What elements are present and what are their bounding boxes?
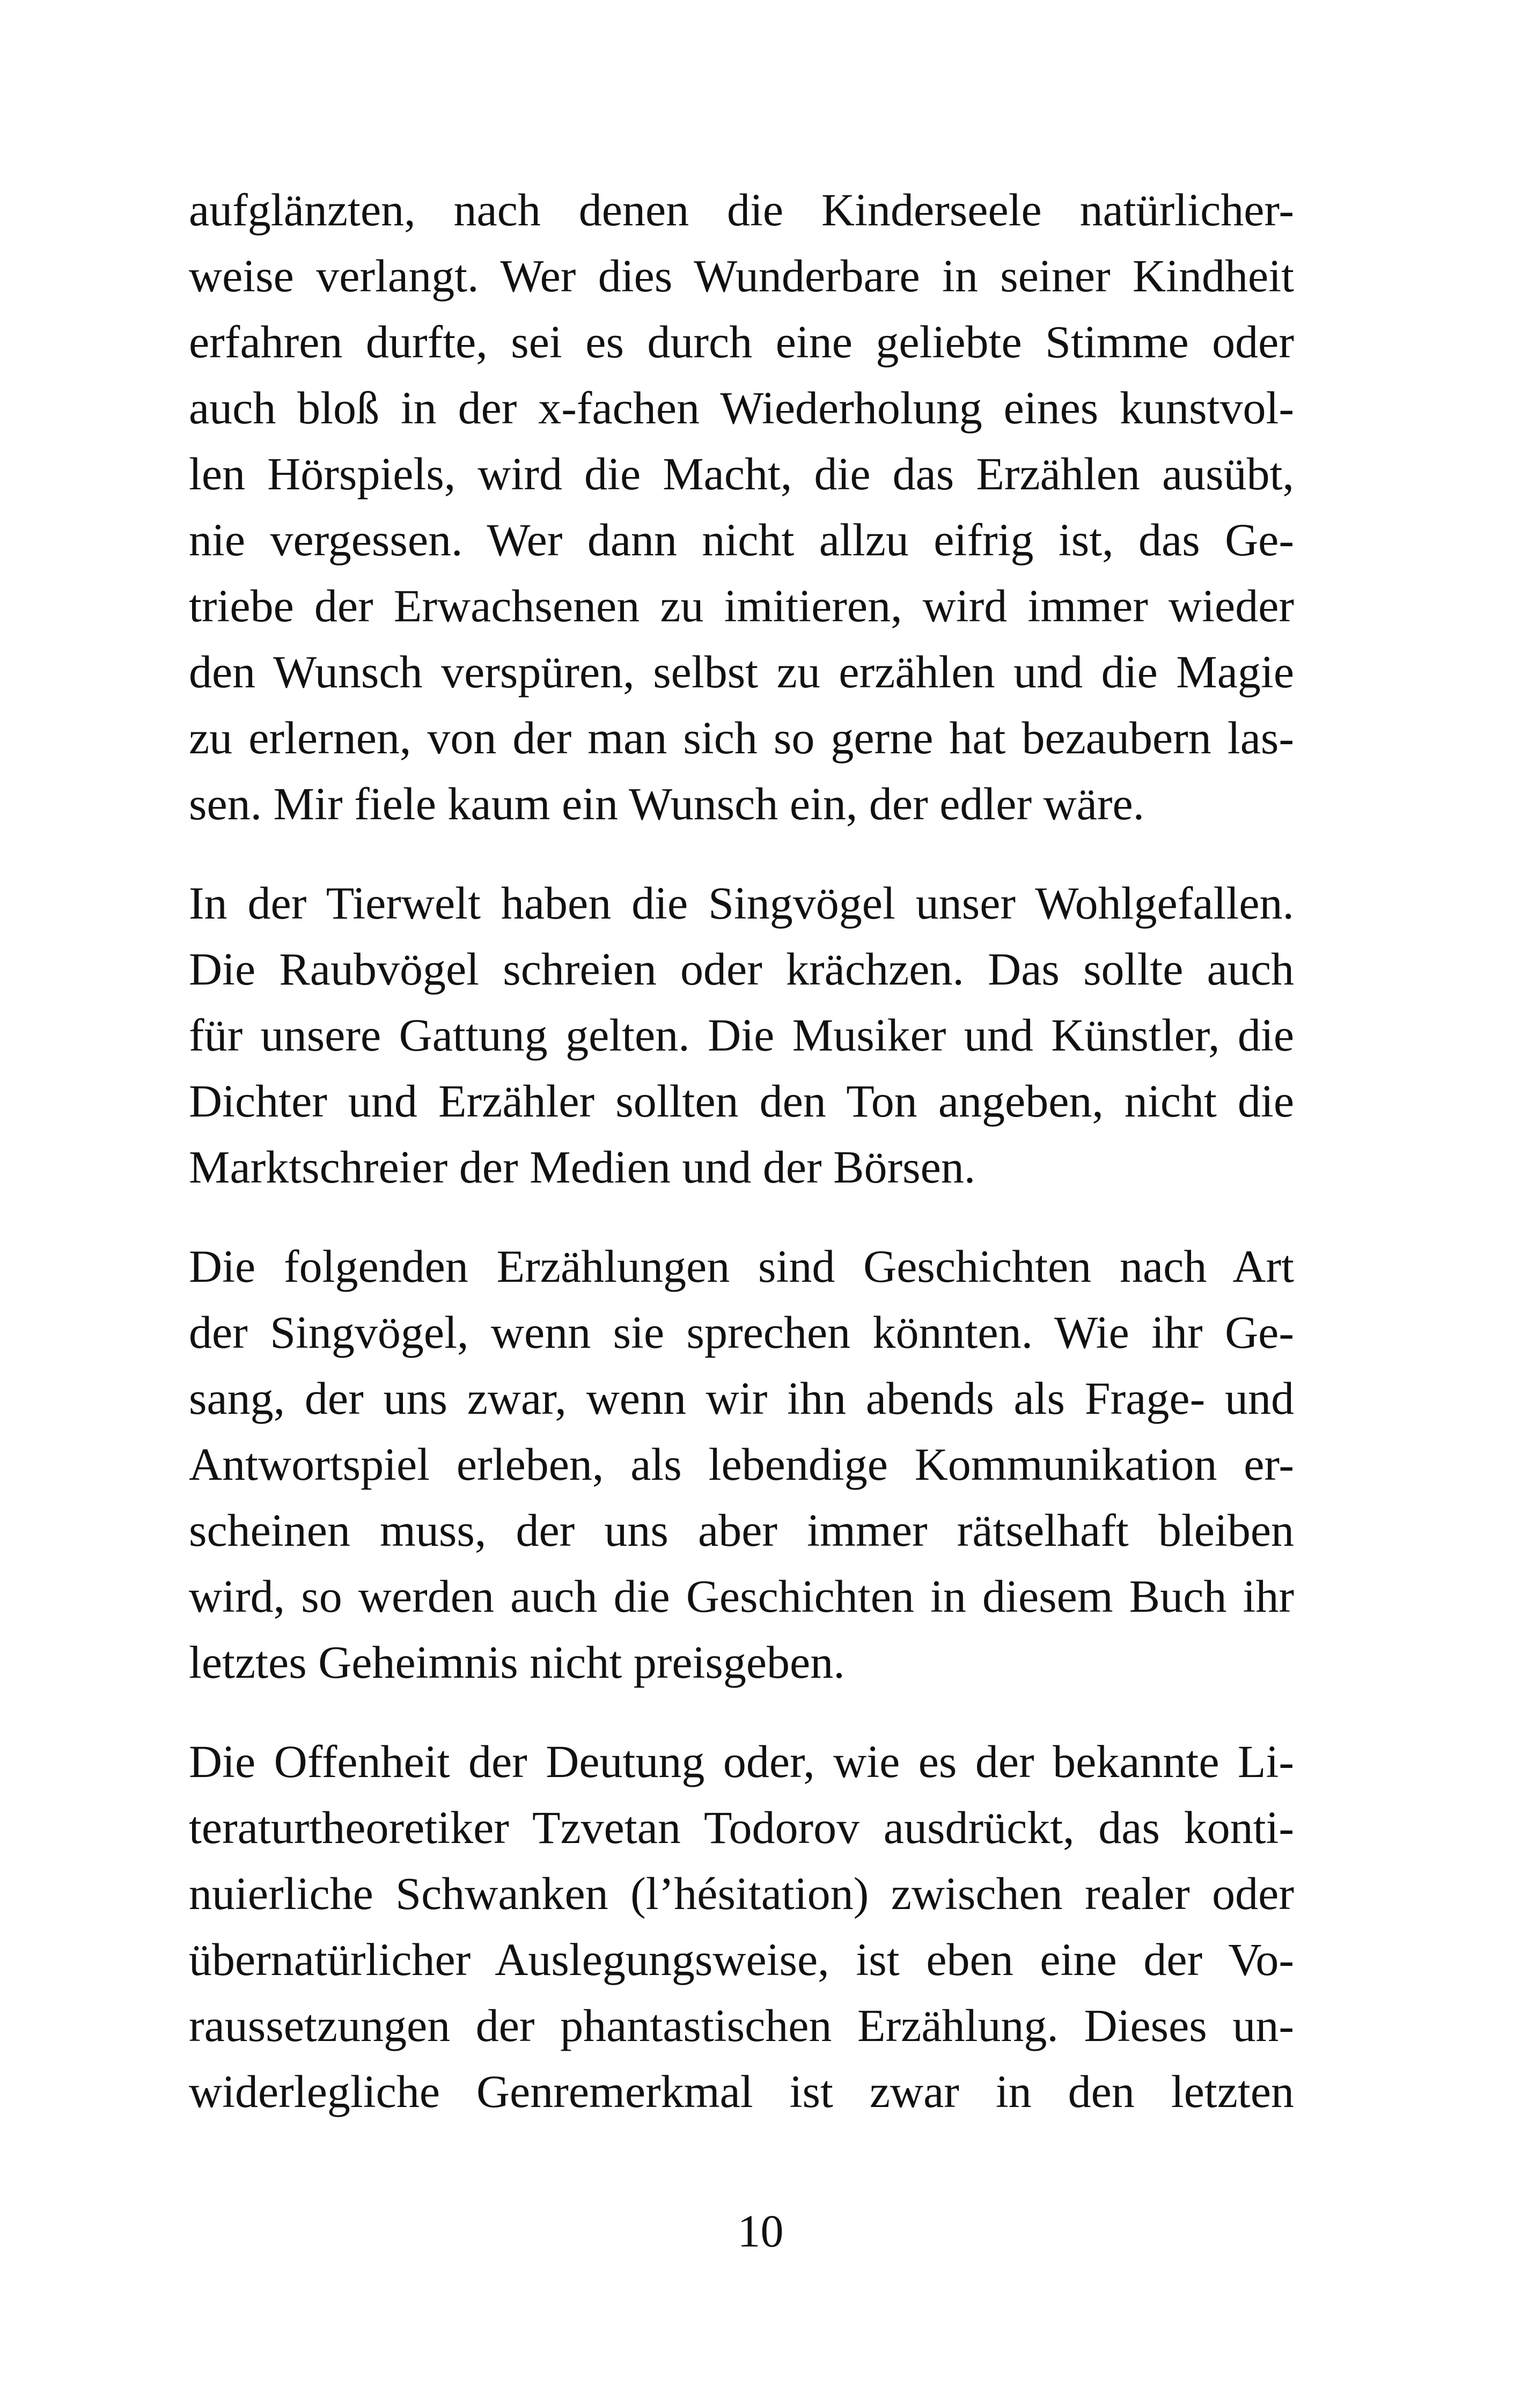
text-line: teraturtheoretiker Tzvetan Todorov ausdrückt, das konti- [189, 1802, 1294, 1853]
text-line: nie vergessen. Wer dann nicht allzu eifrig ist, das Ge- [189, 514, 1294, 566]
text-line: Die folgenden Erzählungen sind Geschichten nach Art [189, 1240, 1294, 1292]
text-line: In der Tierwelt haben die Singvögel unser Wohlgefallen. [189, 877, 1294, 929]
page-number: 10 [737, 2205, 784, 2257]
text-line: weise verlangt. Wer dies Wunderbare in seiner Kindheit [189, 250, 1294, 302]
text-line: Die Offenheit der Deutung oder, wie es der bekannte Li- [189, 1736, 1294, 1787]
text-line: zu erlernen, von der man sich so gerne hat bezaubern las- [189, 712, 1294, 763]
text-line: sang, der uns zwar, wenn wir ihn abends als Frage- und [189, 1372, 1294, 1424]
text-line: aufglänzten, nach denen die Kinderseele natürlicher- [189, 184, 1294, 236]
paragraph-1 [189, 177, 1294, 837]
text-line: den Wunsch verspüren, selbst zu erzählen und die Magie [189, 646, 1294, 698]
text-line: len Hörspiels, wird die Macht, die das Erzählen ausübt, [189, 448, 1294, 500]
text-line: sen. Mir fiele kaum ein Wunsch ein, der edler wäre. [189, 778, 1145, 829]
text-line: triebe der Erwachsenen zu imitieren, wird immer wieder [189, 580, 1294, 632]
text-line: Marktschreier der Medien und der Börsen. [189, 1141, 976, 1193]
text-line: nuierliche Schwanken (l’hésitation) zwischen realer oder [189, 1868, 1294, 1919]
body-text [189, 177, 1294, 2158]
text-line: übernatürlicher Auslegungsweise, ist eben eine der Vo- [189, 1934, 1294, 1985]
text-line: erfahren durfte, sei es durch eine geliebte Stimme oder [189, 316, 1294, 368]
paragraph-2 [189, 870, 1294, 1200]
text-line: der Singvögel, wenn sie sprechen könnten. Wie ihr Ge- [189, 1306, 1294, 1358]
text-line: Antwortspiel erleben, als lebendige Kommunikation er- [189, 1438, 1294, 1490]
text-line: raussetzungen der phantastischen Erzählung. Dieses un- [189, 2000, 1294, 2051]
text-line: widerlegliche Genremerkmal ist zwar in den letzten [189, 2066, 1294, 2117]
paragraph-4 [189, 1729, 1294, 2125]
text-line: wird, so werden auch die Geschichten in diesem Buch ihr [189, 1570, 1294, 1622]
text-line: Die Raubvögel schreien oder krächzen. Das sollte auch [189, 943, 1294, 995]
text-line: scheinen muss, der uns aber immer rätselhaft bleiben [189, 1504, 1294, 1556]
text-line: letztes Geheimnis nicht preisgeben. [189, 1636, 845, 1688]
paragraph-3 [189, 1234, 1294, 1695]
text-line: auch bloß in der x-fachen Wiederholung eines kunstvol- [189, 382, 1294, 434]
text-line: Dichter und Erzähler sollten den Ton angeben, nicht die [189, 1075, 1294, 1127]
text-line: für unsere Gattung gelten. Die Musiker und Künstler, die [189, 1009, 1294, 1061]
